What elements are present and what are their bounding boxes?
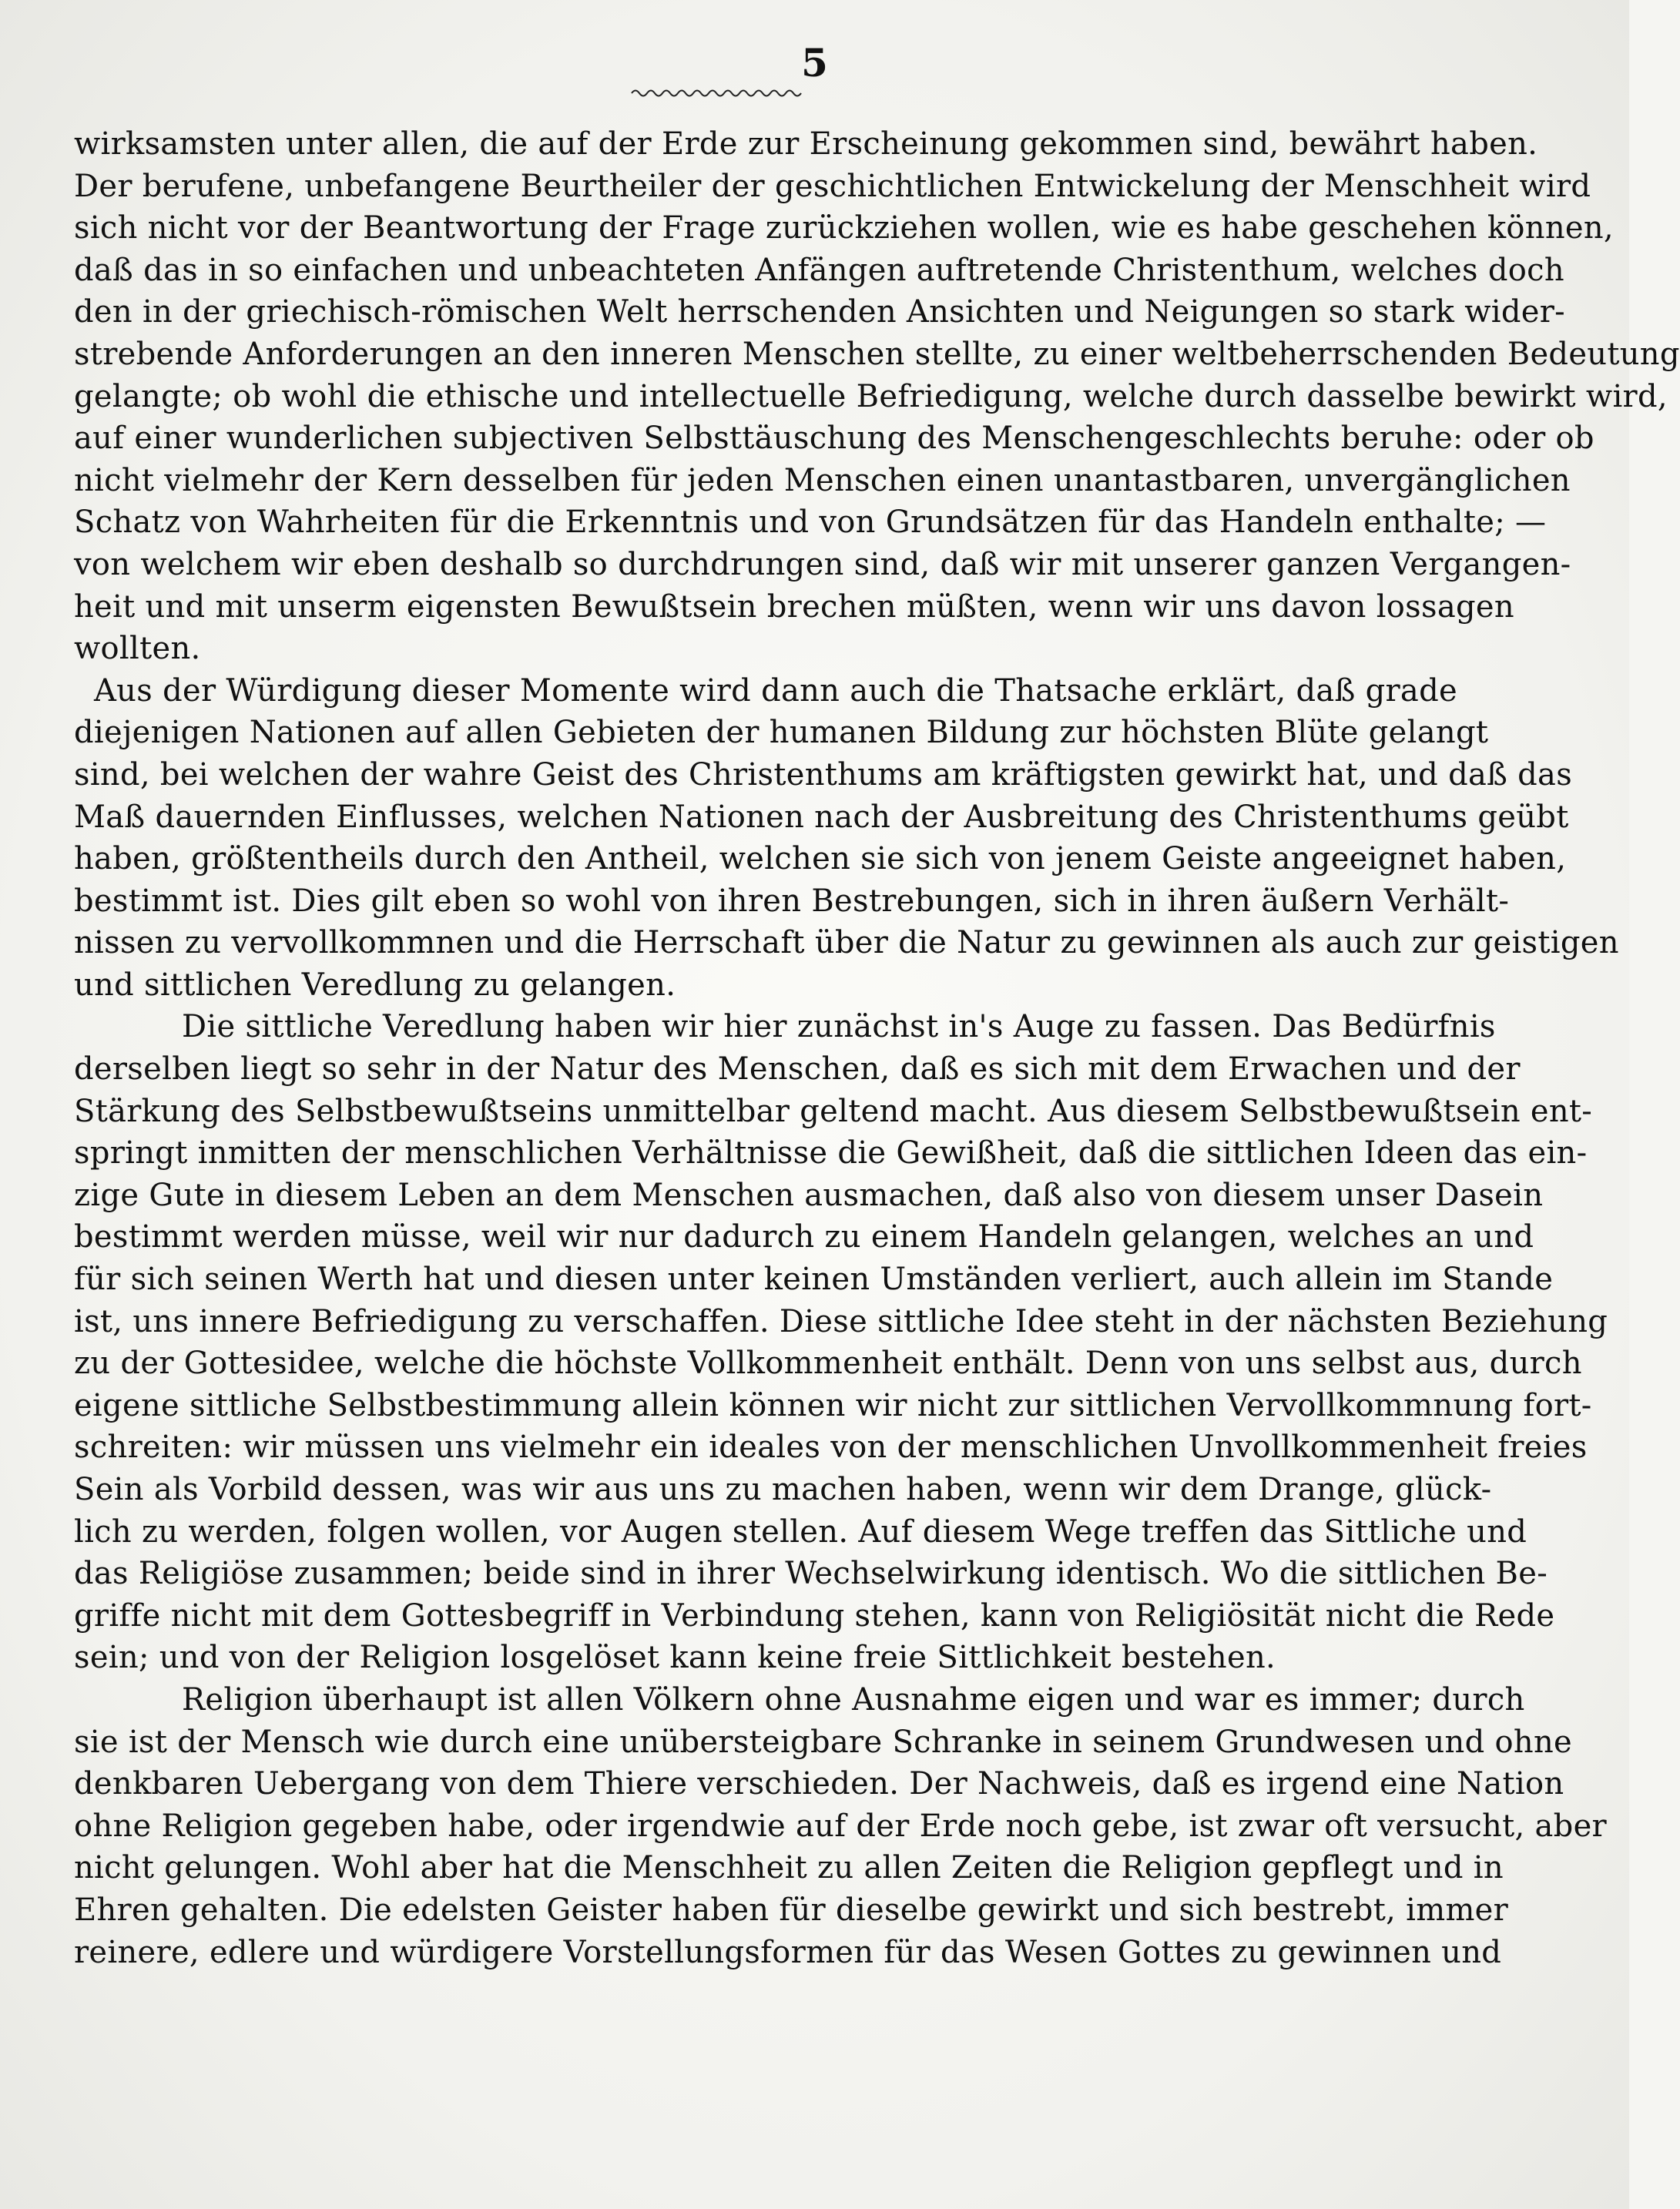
wavy-ornament-divider xyxy=(632,86,801,100)
text-line: sie ist der Mensch wie durch eine unübersteigbare Schranke in seinem Grundwesen und ohne xyxy=(74,1724,1573,1760)
text-line: auf einer wunderlichen subjectiven Selbsttäuschung des Menschengeschlechts beruhe: oder ob xyxy=(74,421,1594,457)
paragraph xyxy=(74,123,1680,670)
text-line: zu der Gottesidee, welche die höchste Vollkommenheit enthält. Denn von uns selbst aus, durch xyxy=(74,1346,1582,1382)
text-line: Stärkung des Selbstbewußtseins unmittelbar geltend macht. Aus diesem Selbstbewußtsein ent- xyxy=(74,1093,1593,1129)
text-line: gelangte; ob wohl die ethische und intellectuelle Befriedigung, welche durch dasselbe bewirkt wird, xyxy=(74,378,1668,414)
paragraph xyxy=(74,670,1619,1007)
text-line: von welchem wir eben deshalb so durchdrungen sind, daß wir mit unserer ganzen Vergangen- xyxy=(74,546,1571,582)
text-line: griffe nicht mit dem Gottesbegriff in Verbindung stehen, kann von Religiösität nicht die Rede xyxy=(74,1597,1555,1634)
text-line: Schatz von Wahrheiten für die Erkenntnis und von Grundsätzen für das Handeln enthalte; — xyxy=(74,504,1547,541)
text-line: strebende Anforderungen an den inneren Menschen stellte, zu einer weltbeherrschenden Bedeutung xyxy=(74,336,1680,372)
text-line: daß das in so einfachen und unbeachteten Anfängen auftretende Christenthum, welches doch xyxy=(74,252,1564,288)
text-line: sein; und von der Religion losgelöset kann keine freie Sittlichkeit bestehen. xyxy=(74,1640,1276,1676)
text-line: Ehren gehalten. Die edelsten Geister haben für dieselbe gewirkt und sich bestrebt, immer xyxy=(74,1892,1509,1928)
body-text xyxy=(74,123,1680,1973)
text-line: lich zu werden, folgen wollen, vor Augen stellen. Auf diesem Wege treffen das Sittliche und xyxy=(74,1513,1527,1550)
text-line: sich nicht vor der Beantwortung der Frage zurückziehen wollen, wie es habe geschehen können, xyxy=(74,210,1614,246)
text-line: bestimmt werden müsse, weil wir nur dadurch zu einem Handeln gelangen, welches an und xyxy=(74,1219,1534,1255)
text-line: für sich seinen Werth hat und diesen unter keinen Umständen verliert, auch allein im Stande xyxy=(74,1262,1554,1298)
text-line: haben, größtentheils durch den Antheil, welchen sie sich von jenem Geiste angeeignet haben, xyxy=(74,841,1567,877)
text-line: nicht vielmehr der Kern desselben für jeden Menschen einen unantastbaren, unvergänglichen xyxy=(74,462,1571,498)
text-line: Der berufene, unbefangene Beurtheiler der geschichtlichen Entwickelung der Menschheit wird xyxy=(74,168,1591,204)
text-line: derselben liegt so sehr in der Natur des Menschen, daß es sich mit dem Erwachen und der xyxy=(74,1051,1521,1088)
text-line: sind, bei welchen der wahre Geist des Christenthums am kräftigsten gewirkt hat, und daß das xyxy=(74,756,1573,793)
paragraph xyxy=(74,1679,1607,1973)
text-line: Die sittliche Veredlung haben wir hier zunächst in's Auge zu fassen. Das Bedürfnis xyxy=(182,1009,1496,1045)
text-line: denkbaren Uebergang von dem Thiere verschieden. Der Nachweis, daß es irgend eine Nation xyxy=(74,1766,1564,1802)
text-line: heit und mit unserm eigensten Bewußtsein brechen müßten, wenn wir uns davon lossagen xyxy=(74,588,1514,625)
text-line: Sein als Vorbild dessen, was wir aus uns zu machen haben, wenn wir dem Drange, glück- xyxy=(74,1472,1492,1507)
text-line: nicht gelungen. Wohl aber hat die Menschheit zu allen Zeiten die Religion gepflegt und in xyxy=(74,1850,1504,1886)
text-line: ist, uns innere Befriedigung zu verschaffen. Diese sittliche Idee steht in der nächsten Beziehung xyxy=(74,1303,1608,1339)
text-line: ohne Religion gegeben habe, oder irgendwie auf der Erde noch gebe, ist zwar oft versucht, aber xyxy=(74,1808,1607,1844)
text-line: Religion überhaupt ist allen Völkern ohne Ausnahme eigen und war es immer; durch xyxy=(182,1681,1525,1718)
text-line: zige Gute in diesem Leben an dem Menschen ausmachen, daß also von diesem unser Dasein xyxy=(74,1177,1544,1213)
text-line: Aus der Würdigung dieser Momente wird dann auch die Thatsache erklärt, daß grade xyxy=(94,672,1457,709)
text-line: springt inmitten der menschlichen Verhältnisse die Gewißheit, daß die sittlichen Ideen das ein- xyxy=(74,1135,1588,1172)
text-line: nissen zu vervollkommnen und die Herrschaft über die Natur zu gewinnen als auch zur geistigen xyxy=(74,925,1619,961)
text-line: eigene sittliche Selbstbestimmung allein können wir nicht zur sittlichen Vervollkommnung fort- xyxy=(74,1387,1592,1423)
text-line: reinere, edlere und würdigere Vorstellungsformen für das Wesen Gottes zu gewinnen und xyxy=(74,1934,1502,1970)
text-line: bestimmt ist. Dies gilt eben so wohl von ihren Bestrebungen, sich in ihren äußern Verhält- xyxy=(74,883,1510,919)
text-line: diejenigen Nationen auf allen Gebieten der humanen Bildung zur höchsten Blüte gelangt xyxy=(74,715,1489,751)
text-line: wollten. xyxy=(74,631,201,667)
page-number: 5 xyxy=(801,40,828,85)
text-line: das Religiöse zusammen; beide sind in ihrer Wechselwirkung identisch. Wo die sittlichen Be- xyxy=(74,1556,1548,1592)
text-line: Maß dauernden Einflusses, welchen Nationen nach der Ausbreitung des Christenthums geübt xyxy=(74,799,1569,835)
text-line: und sittlichen Veredlung zu gelangen. xyxy=(74,967,676,1003)
text-line: den in der griechisch-römischen Welt herrschenden Ansichten und Neigungen so stark wider- xyxy=(74,294,1565,330)
paragraph xyxy=(74,1006,1608,1679)
text-line: schreiten: wir müssen uns vielmehr ein ideales von der menschlichen Unvollkommenheit freies xyxy=(74,1430,1588,1466)
text-line: wirksamsten unter allen, die auf der Erde zur Erscheinung gekommen sind, bewährt haben. xyxy=(74,126,1538,162)
